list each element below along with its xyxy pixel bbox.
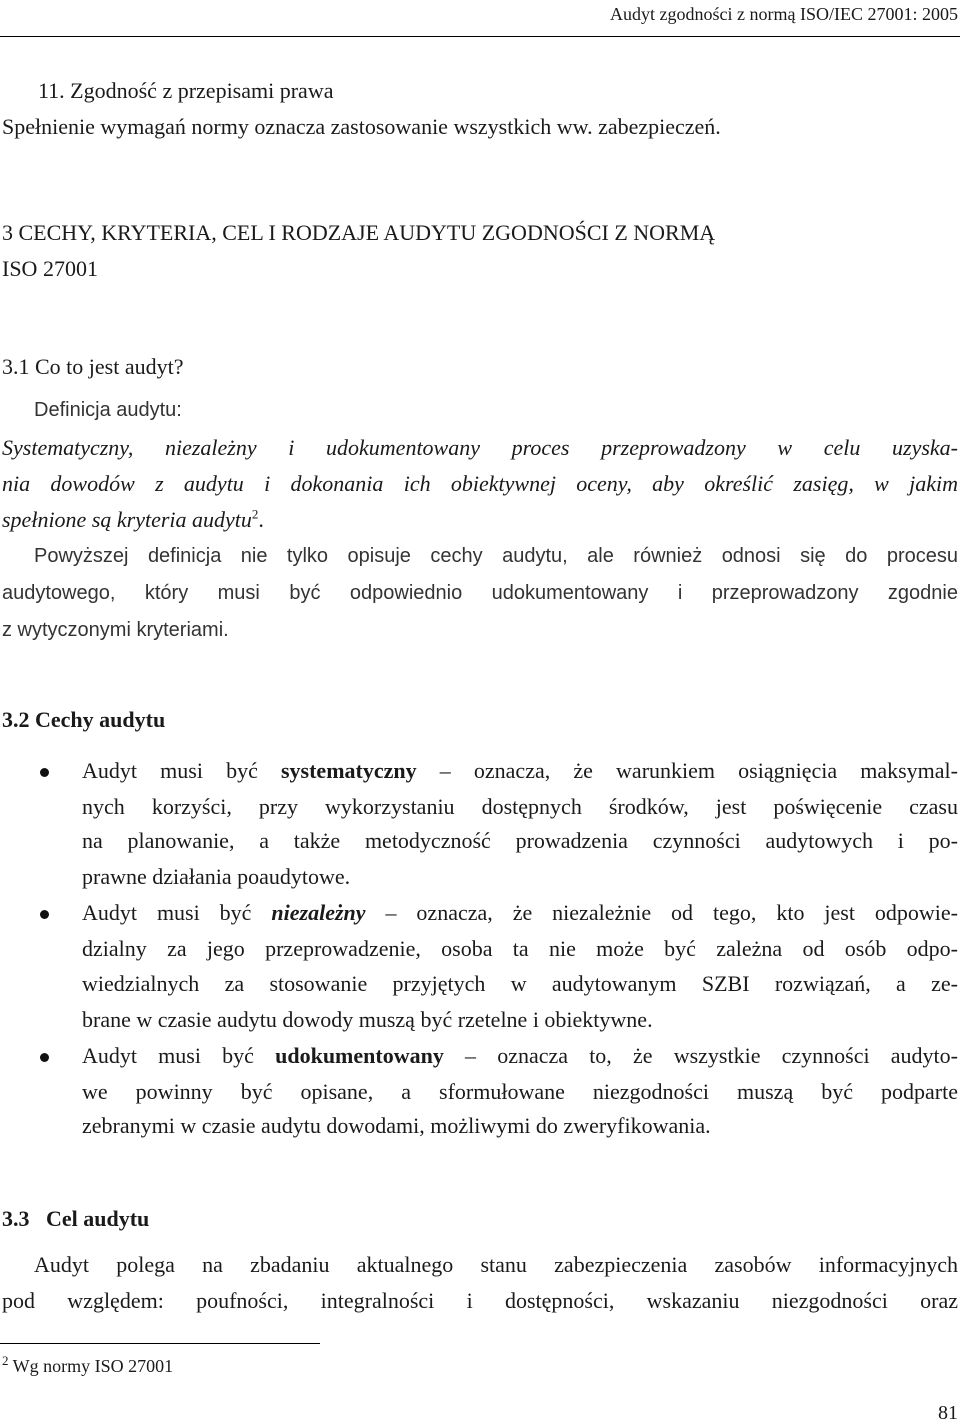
bullet-1-line-3: na planowanie, a także metodyczność prowadzenia czynności audytowych i po-: [82, 828, 958, 853]
section-3-3-line-1: Audyt polega na zbadaniu aktualnego stanu zabezpieczenia zasobów informacyjnych: [34, 1252, 958, 1277]
section-3-3-line-2: pod względem: poufności, integralności i dostępności, wskazaniu niezgodności oraz: [2, 1288, 958, 1313]
section-3-3-heading: 3.3 Cel audytu: [2, 1206, 150, 1231]
bullet-3-line-3: zebranymi w czasie audytu dowodami, możliwymi do zweryfikowania.: [82, 1113, 711, 1138]
bullet-2-line-2: dzialny za jego przeprowadzenie, osoba ta nie może być zależna od osób odpo-: [82, 936, 958, 961]
paragraph-line-3: z wytyczonymi kryteriami.: [2, 619, 229, 641]
section-3-2-heading: 3.2 Cechy audytu: [2, 707, 166, 732]
definition-line-2: nia dowodów z audytu i dokonania ich obiektywnej oceny, aby określić zasięg, w jakim: [2, 471, 958, 496]
paragraph-line-2: audytowego, który musi być odpowiednio udokumentowany i przeprowadzony zgodnie: [2, 582, 958, 604]
footnote-ref[interactable]: 2: [251, 506, 259, 522]
definition-line-1: Systematyczny, niezależny i udokumentowany proces przeprowadzony w celu uzyska-: [2, 435, 958, 460]
list-item-11-title: 11. Zgodność z przepisami prawa: [38, 78, 334, 103]
running-header: Audyt zgodności z normą ISO/IEC 27001: 2005: [610, 4, 958, 24]
bullet-dot: [40, 1053, 49, 1062]
definition-label: Definicja audytu:: [34, 399, 182, 421]
footnote: $^2$ Wg normy ISO 27001: [2, 1353, 174, 1376]
chapter-heading-line1: 3 CECHY, KRYTERIA, CEL I RODZAJE AUDYTU ZGODNOŚCI Z NORMĄ: [2, 220, 716, 245]
bullet-1-line-1: Audyt musi być systematyczny – oznacza, że warunkiem osiągnięcia maksymal-: [82, 758, 958, 783]
section-3-1-heading: 3.1 Co to jest audyt?: [2, 354, 184, 379]
list-item-11-text: Spełnienie wymagań normy oznacza zastosowanie wszystkich ww. zabezpieczeń.: [2, 114, 721, 139]
bullet-3-line-1: Audyt musi być udokumentowany – oznacza to, że wszystkie czynności audyto-: [82, 1043, 958, 1068]
header-divider: [0, 36, 960, 37]
bullet-2-line-4: brane w czasie audytu dowody muszą być rzetelne i obiektywne.: [82, 1007, 653, 1032]
bullet-2-line-3: wiedzialnych za stosowanie przyjętych w audytowanym SZBI rozwiązań, a ze-: [82, 971, 958, 996]
definition-line-3: spełnione są kryteria audytu$^2$.: [2, 506, 264, 532]
footnote-divider: [0, 1343, 320, 1344]
paragraph-line-1: Powyższej definicja nie tylko opisuje cechy audytu, ale również odnosi się do procesu: [34, 545, 958, 567]
bullet-1-line-4: prawne działania poaudytowe.: [82, 864, 351, 889]
chapter-heading-line2: ISO 27001: [2, 256, 98, 281]
bullet-2-line-1: Audyt musi być niezależny – oznacza, że niezależnie od tego, kto jest odpowie-: [82, 900, 958, 925]
bullet-dot: [40, 768, 49, 777]
bullet-dot: [40, 910, 49, 919]
page-number: 81: [938, 1402, 958, 1424]
bullet-1-line-2: nych korzyści, przy wykorzystaniu dostępnych środków, jest poświęcenie czasu: [82, 794, 958, 819]
bullet-3-line-2: we powinny być opisane, a sformułowane niezgodności muszą być podparte: [82, 1079, 958, 1104]
